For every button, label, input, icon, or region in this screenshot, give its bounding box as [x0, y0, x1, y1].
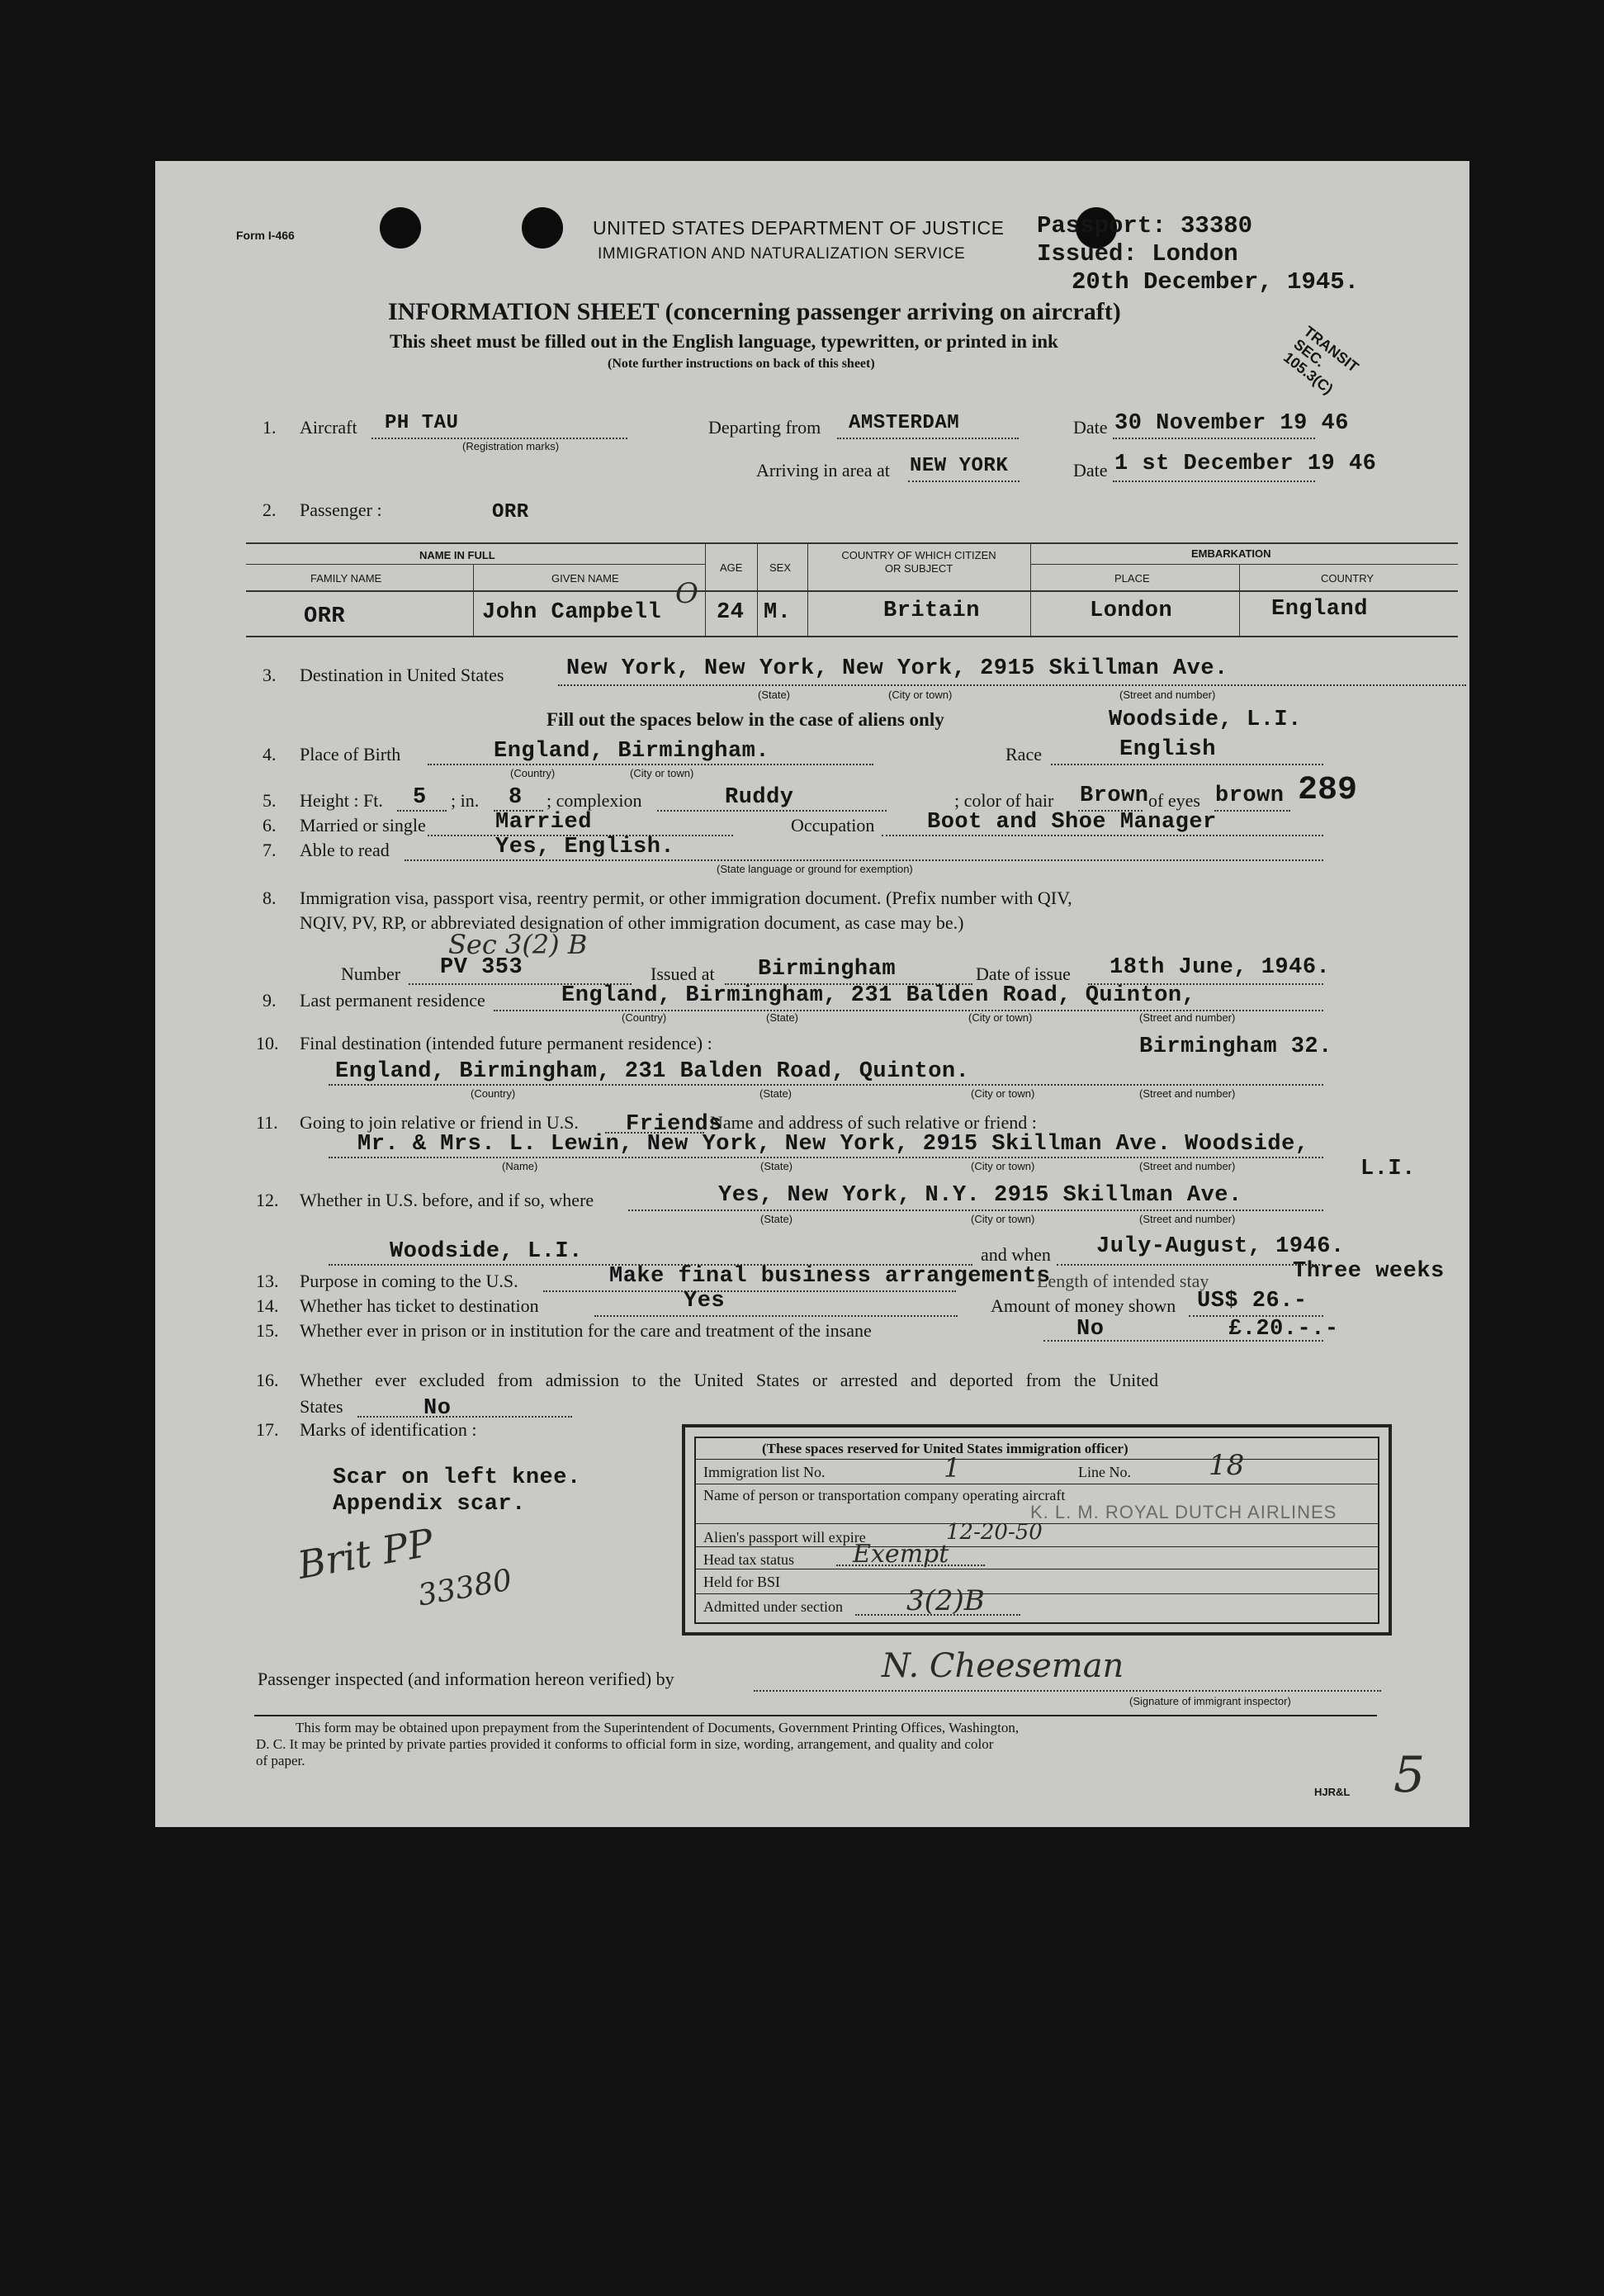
previous-visit-label: Whether in U.S. before, and if so, where [300, 1190, 594, 1210]
destination-value: New York, New York, New York, 2915 Skillman Ave. [566, 656, 1228, 681]
issue-date-value: 18th June, 1946. [1110, 955, 1331, 980]
race-label: Race [1005, 744, 1042, 765]
departure-date-value: 30 November 19 46 [1114, 411, 1349, 436]
head-tax-value: Exempt [853, 1540, 949, 1569]
item-number: 5. [263, 790, 277, 811]
arrival-date-value: 1 st December 19 46 [1114, 452, 1377, 476]
name-caption: (Name) [502, 1160, 538, 1172]
passenger-value: ORR [492, 501, 529, 523]
aircraft-label: Aircraft [300, 417, 357, 438]
item-number: 10. [256, 1033, 279, 1053]
department-line: UNITED STATES DEPARTMENT OF JUSTICE [593, 217, 1005, 239]
join-relative-value: Friends [626, 1112, 722, 1137]
relative-address-value-end: L.I. [1360, 1157, 1416, 1181]
bsi-label: Held for BSI [703, 1574, 780, 1590]
item-number: 14. [256, 1295, 279, 1316]
reading-label: Able to read [300, 840, 390, 860]
age-heading: AGE [720, 561, 743, 574]
ticket-value: Yes [684, 1289, 726, 1314]
transit-stamp: TRANSIT SEC. 105.3(C) [1280, 323, 1362, 398]
handwritten-passport-note: Brit PP [294, 1520, 437, 1588]
embarkation-heading: EMBARKATION [1191, 547, 1271, 560]
street-caption: (Street and number) [1139, 1087, 1236, 1100]
issue-date-label: Date of issue [976, 963, 1071, 984]
footer-text-line2: D. C. It may be printed by private parties provided it conforms to official form in size, wording, arrangement, and quality and color [256, 1736, 994, 1752]
embark-country-value: England [1271, 597, 1368, 622]
reading-value: Yes, English. [495, 835, 675, 859]
issued-at-label: Issued at [651, 963, 715, 984]
item-number: 1. [263, 417, 277, 438]
country-caption: (Country) [622, 1011, 667, 1024]
join-relative-label: Going to join relative or friend in U.S. [300, 1112, 579, 1133]
aircraft-value: PH TAU [385, 412, 459, 434]
company-value: K. L. M. ROYAL DUTCH AIRLINES [1030, 1502, 1337, 1522]
ticket-label: Whether has ticket to destination [300, 1295, 539, 1316]
family-name-heading: FAMILY NAME [310, 572, 382, 585]
prison-value: No [1076, 1317, 1105, 1342]
departing-value: AMSTERDAM [849, 412, 960, 434]
hair-color-label: ; color of hair [954, 790, 1054, 811]
passport-expire-label: Alien's passport will expire [703, 1529, 866, 1546]
handwritten-passport-number: 33380 [415, 1563, 515, 1613]
country-caption: (Country) [471, 1087, 516, 1100]
city-caption: (City or town) [968, 1011, 1033, 1024]
printer-code: HJR&L [1314, 1786, 1351, 1798]
admitted-section-label: Admitted under section [703, 1598, 843, 1615]
birthplace-label: Place of Birth [300, 744, 401, 765]
item-number: 3. [263, 665, 277, 685]
street-caption: (Street and number) [1139, 1160, 1236, 1172]
page-mark: 5 [1393, 1746, 1426, 1804]
service-line: IMMIGRATION AND NATURALIZATION SERVICE [598, 245, 966, 263]
last-residence-label: Last permanent residence [300, 990, 485, 1011]
passport-issued-note: Issued: London [1037, 240, 1238, 267]
excluded-value: No [423, 1396, 452, 1421]
document-instruction-continued: NQIV, PV, RP, or abbreviated designation of other immigration document, as case may be.) [300, 912, 964, 933]
document-number-label: Number [341, 963, 401, 984]
item-number: 8. [263, 888, 277, 908]
city-caption: (City or town) [971, 1160, 1035, 1172]
item-number: 13. [256, 1271, 279, 1291]
height-feet-value: 5 [413, 785, 427, 810]
item-number: 17. [256, 1419, 279, 1440]
money-value: US$ 26.- [1197, 1289, 1308, 1314]
given-name-mark: O [675, 577, 698, 610]
identification-value-continued: Appendix scar. [333, 1492, 526, 1517]
item-number: 16. [256, 1370, 279, 1390]
item-number: 11. [256, 1112, 278, 1133]
signature-caption: (Signature of immigrant inspector) [1129, 1695, 1291, 1707]
form-number: Form I-466 [236, 229, 295, 242]
immigration-list-value: 1 [944, 1452, 961, 1484]
officer-box-heading: (These spaces reserved for United States immigration officer) [762, 1441, 1128, 1456]
excluded-label: Whether ever excluded from admission to the United States or arrested and deported from the United [300, 1370, 1159, 1390]
information-sheet [155, 161, 1469, 1827]
issued-at-value: Birmingham [758, 957, 897, 982]
inches-label: ; in. [451, 790, 480, 811]
relative-address-value: Mr. & Mrs. L. Lewin, New York, New York, 2915 Skillman Ave. Woodside, [357, 1132, 1309, 1157]
last-residence-value: England, Birmingham, 231 Balden Road, Quinton, [561, 983, 1196, 1008]
street-caption: (Street and number) [1139, 1213, 1236, 1225]
street-caption: (Street and number) [1139, 1011, 1236, 1024]
height-label: Height : Ft. [300, 790, 383, 811]
sex-value: M. [764, 600, 792, 625]
inspection-label: Passenger inspected (and information hereon verified) by [258, 1669, 674, 1689]
registration-caption: (Registration marks) [462, 440, 560, 452]
family-name-value: ORR [304, 604, 346, 629]
final-destination-label: Final destination (intended future permanent residence) : [300, 1033, 712, 1053]
race-value: English [1119, 737, 1216, 762]
footer-text-line3: of paper. [256, 1753, 305, 1768]
height-inches-value: 8 [509, 785, 523, 810]
instruction-line: This sheet must be filled out in the English language, typewritten, or printed in ink [390, 331, 1058, 352]
inspector-signature: N. Cheeseman [882, 1647, 1124, 1685]
footer-text: This form may be obtained upon prepayment from the Superintendent of Documents, Government Printing Offices, Washington, [296, 1720, 1020, 1735]
item-number: 9. [263, 990, 277, 1011]
identification-label: Marks of identification : [300, 1419, 477, 1440]
marital-status-value: Married [495, 810, 592, 835]
document-instruction: Immigration visa, passport visa, reentry permit, or other immigration document. (Prefix number with QIV, [300, 888, 1072, 908]
country-value: Britain [883, 599, 980, 623]
company-label: Name of person or transportation company operating aircraft [703, 1487, 1066, 1503]
when-value: July-August, 1946. [1096, 1234, 1345, 1259]
passport-number-note: Passport: 33380 [1037, 212, 1253, 239]
number-stamp: 289 [1298, 772, 1358, 809]
city-caption: (City or town) [888, 689, 953, 701]
city-caption: (City or town) [971, 1087, 1035, 1100]
state-caption: (State) [758, 689, 791, 701]
place-value: London [1090, 599, 1173, 623]
birthplace-value: England, Birmingham. [494, 739, 770, 764]
arriving-label: Arriving in area at [756, 460, 890, 481]
previous-visit-value-continued: Woodside, L.I. [390, 1239, 583, 1264]
hair-color-value: Brown [1080, 783, 1149, 808]
marital-status-label: Married or single [300, 815, 426, 836]
identification-value: Scar on left knee. [333, 1465, 581, 1490]
item-number: 7. [263, 840, 277, 860]
city-caption: (City or town) [971, 1213, 1035, 1225]
item-number: 15. [256, 1320, 279, 1341]
country-heading: COUNTRY OF WHICH CITIZEN OR SUBJECT [841, 549, 996, 575]
item-number: 12. [256, 1190, 279, 1210]
punch-hole-left [380, 207, 421, 249]
relative-address-label: Name and address of such relative or friend : [710, 1112, 1037, 1133]
complexion-label: ; complexion [546, 790, 642, 811]
item-number: 6. [263, 815, 277, 836]
embark-country-heading: COUNTRY [1321, 572, 1375, 585]
country-caption: (Country) [510, 767, 556, 779]
head-tax-label: Head tax status [703, 1551, 794, 1568]
given-name-heading: GIVEN NAME [551, 572, 619, 585]
page-title: INFORMATION SHEET (concerning passenger arriving on aircraft) [388, 298, 1121, 325]
passenger-label: Passenger : [300, 499, 382, 520]
punch-hole-middle [522, 207, 563, 249]
place-heading: PLACE [1114, 572, 1150, 585]
arriving-value: NEW YORK [910, 455, 1009, 477]
money-label: Amount of money shown [991, 1295, 1176, 1316]
language-caption: (State language or ground for exemption) [717, 863, 913, 875]
name-in-full-heading: NAME IN FULL [419, 549, 495, 561]
departing-label: Departing from [708, 417, 821, 438]
state-caption: (State) [759, 1087, 793, 1100]
excluded-label-continued: States [300, 1396, 343, 1417]
occupation-label: Occupation [791, 815, 875, 836]
prison-label: Whether ever in prison or in institution for the care and treatment of the insane [300, 1320, 872, 1341]
complexion-value: Ruddy [725, 785, 794, 810]
destination-value-continued: Woodside, L.I. [1109, 708, 1302, 732]
stay-length-label: Length of intended stay [1037, 1271, 1209, 1291]
occupation-value: Boot and Shoe Manager [927, 810, 1217, 835]
passport-date-note: 20th December, 1945. [1072, 268, 1360, 296]
eye-color-value: brown [1215, 783, 1285, 808]
immigration-list-label: Immigration list No. [703, 1464, 826, 1480]
admitted-section-value: 3(2)B [906, 1584, 985, 1617]
purpose-label: Purpose in coming to the U.S. [300, 1271, 518, 1291]
sex-heading: SEX [769, 561, 792, 574]
instruction-note: (Note further instructions on back of this sheet) [608, 357, 875, 371]
line-number-label: Line No. [1078, 1464, 1131, 1480]
document-number-value: PV 353 [440, 955, 523, 980]
date-label: Date [1073, 460, 1108, 481]
item-number: 4. [263, 744, 277, 765]
previous-visit-value: Yes, New York, N.Y. 2915 Skillman Ave. [718, 1183, 1242, 1208]
final-destination-value: England, Birmingham, 231 Balden Road, Quinton. [335, 1059, 970, 1084]
date-label: Date [1073, 417, 1108, 438]
city-caption: (City or town) [630, 767, 694, 779]
given-name-value: John Campbell [482, 600, 662, 625]
state-caption: (State) [766, 1011, 799, 1024]
handwritten-section-note: Sec 3(2) B [448, 929, 588, 960]
final-destination-city: Birmingham 32. [1139, 1034, 1332, 1059]
destination-label: Destination in United States [300, 665, 504, 685]
item-number: 2. [263, 499, 277, 520]
state-caption: (State) [760, 1213, 793, 1225]
when-label: and when [981, 1244, 1051, 1265]
age-value: 24 [717, 600, 745, 625]
passport-expire-value: 12-20-50 [946, 1520, 1043, 1545]
aliens-only-note: Fill out the spaces below in the case of aliens only [546, 709, 944, 730]
stay-length-value: Three weeks [1293, 1259, 1445, 1284]
street-caption: (Street and number) [1119, 689, 1216, 701]
eye-color-label: of eyes [1148, 790, 1200, 811]
purpose-value: Make final business arrangements [609, 1264, 1051, 1289]
line-number-value: 18 [1209, 1449, 1245, 1482]
money-value-pounds: £.20.-.- [1228, 1317, 1339, 1342]
state-caption: (State) [760, 1160, 793, 1172]
